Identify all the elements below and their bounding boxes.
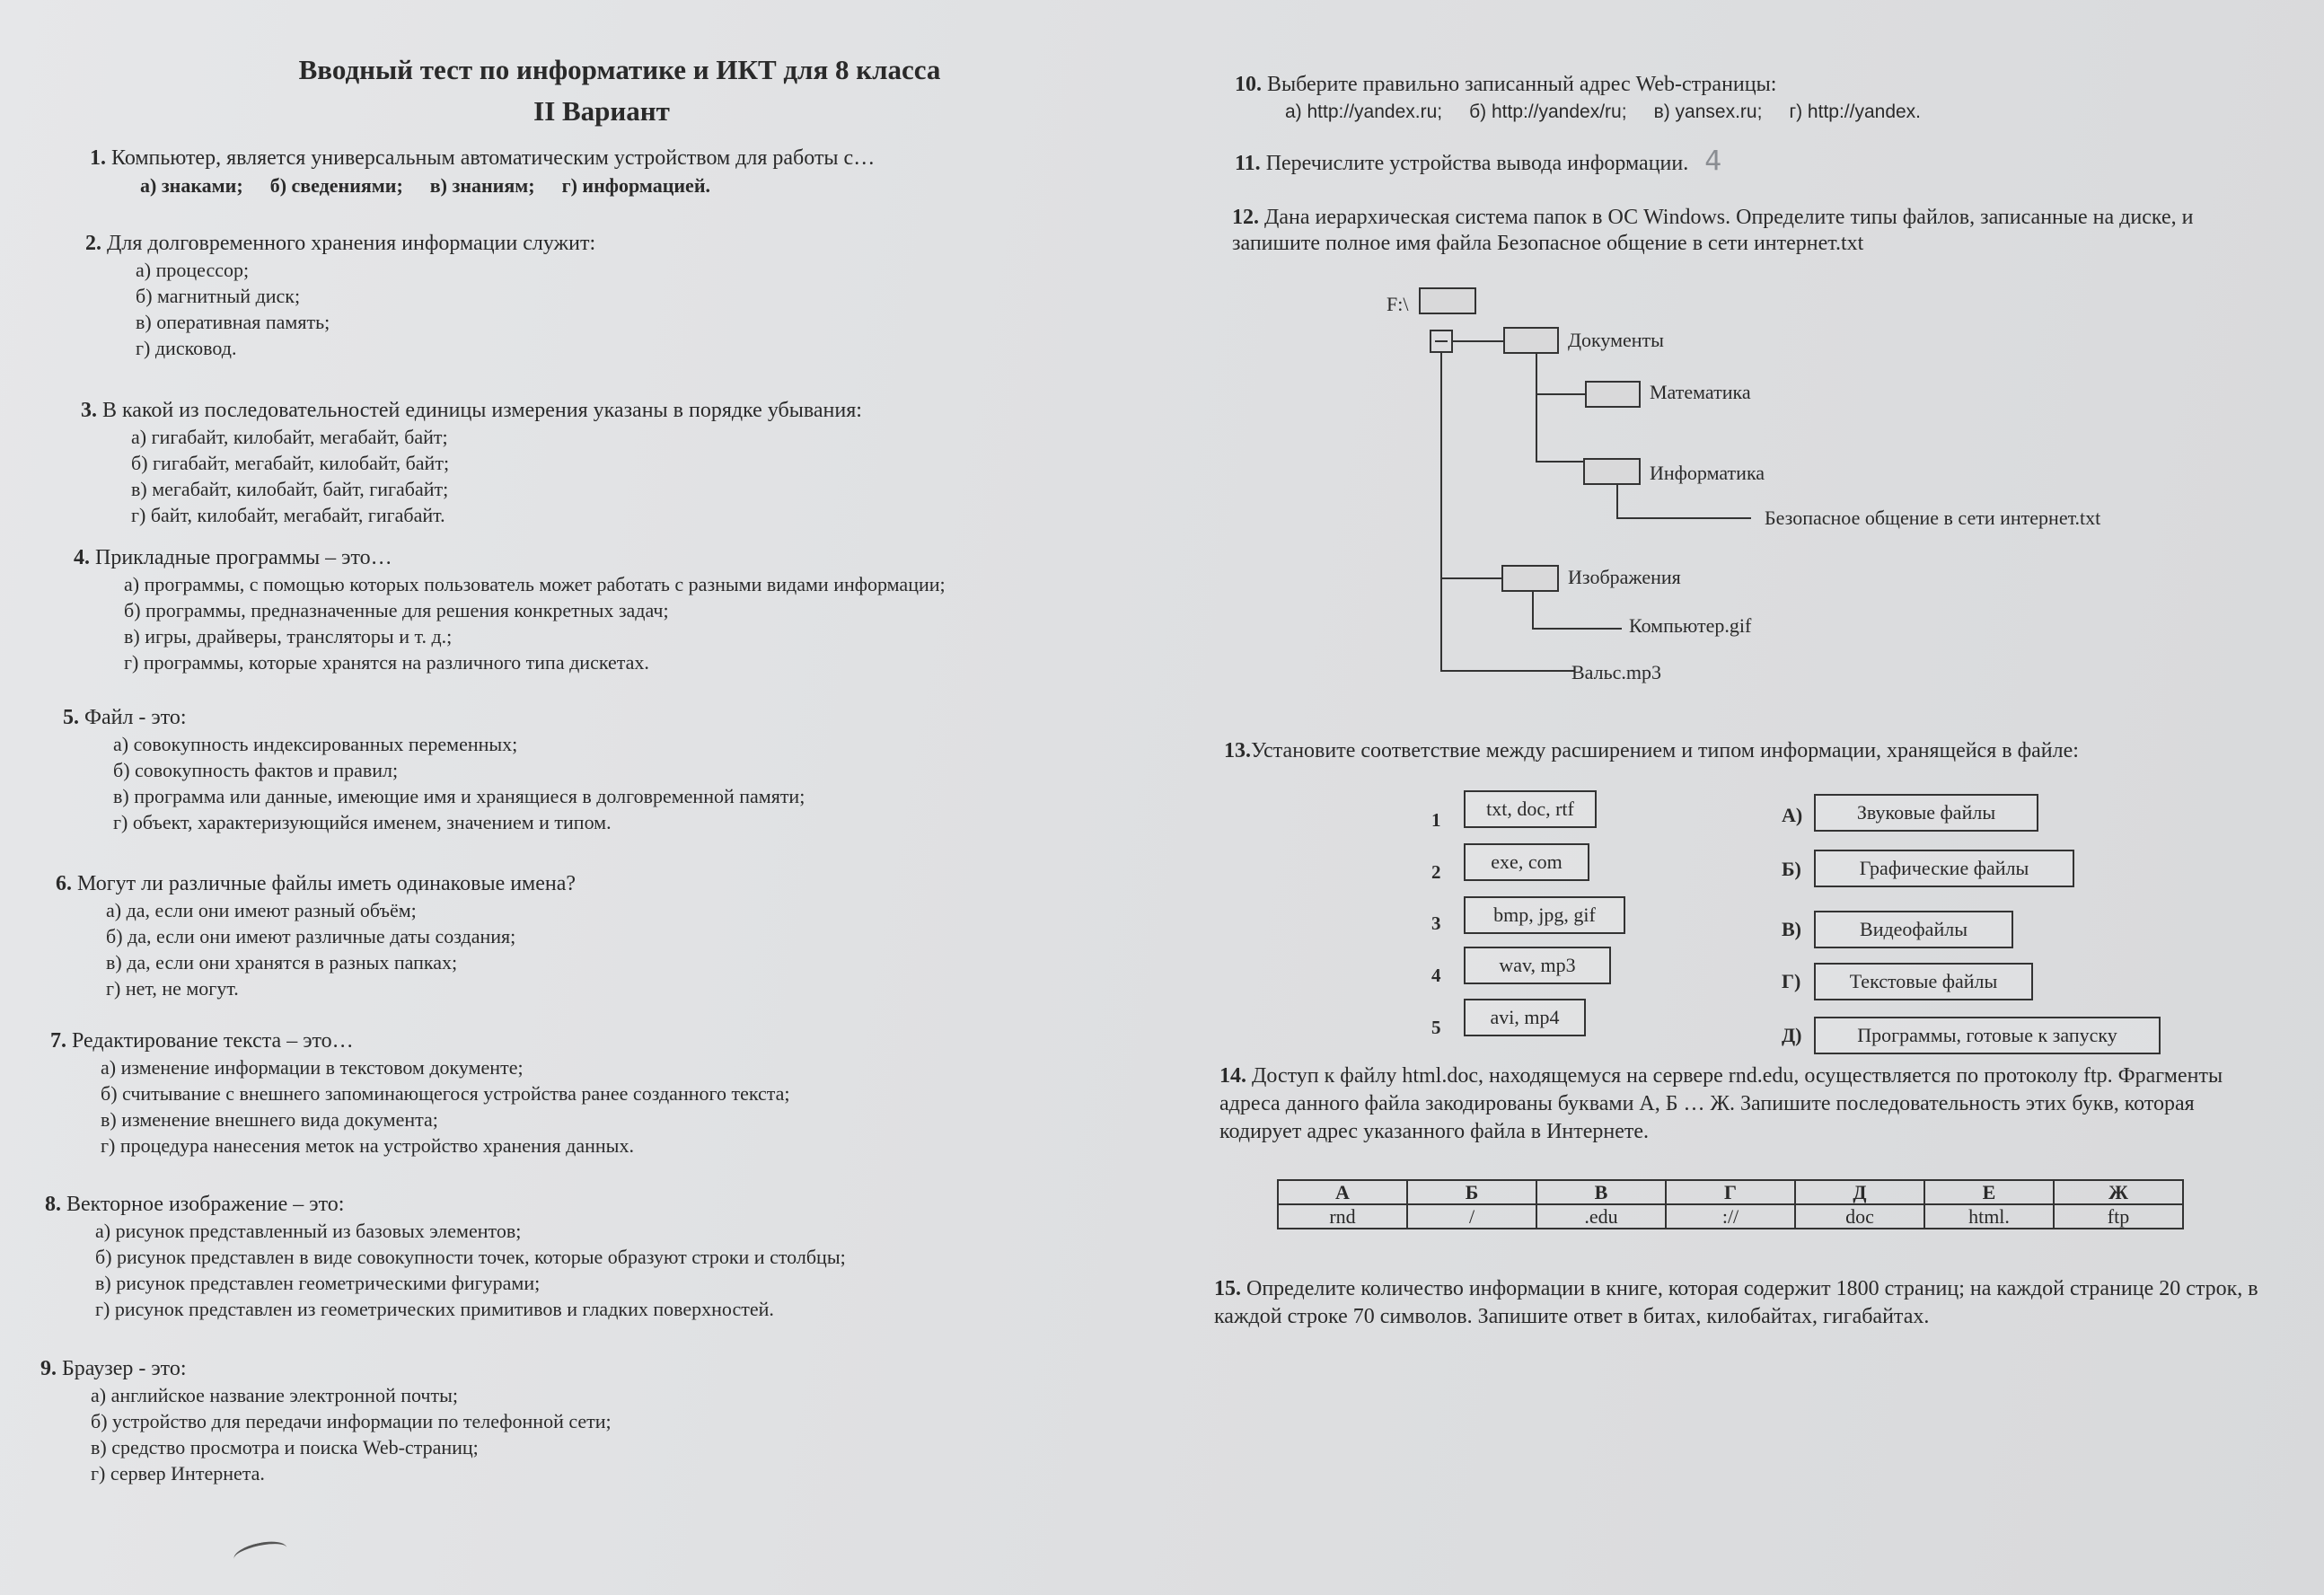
question-number: 13. [1224, 739, 1251, 762]
table-header-cell: Д [1795, 1180, 1924, 1204]
question-number: 8. [45, 1193, 61, 1216]
table-cell: html. [1924, 1204, 2054, 1229]
question-number: 3. [81, 399, 97, 422]
table-cell: :// [1666, 1204, 1795, 1229]
option-d: г) информацией. [561, 174, 710, 197]
folder-documents-label: Документы [1568, 329, 1664, 351]
question-text: Для долговременного хранения информации служит: [107, 232, 596, 255]
option-a: а) да, если они имеют разный объём; [106, 899, 417, 921]
table-cell: ftp [2054, 1204, 2183, 1229]
question-9 [40, 1356, 1118, 1486]
option-d: г) байт, килобайт, мегабайт, гигабайт. [131, 504, 445, 526]
file-branch-line [1616, 517, 1751, 519]
question-14 [1219, 1062, 2261, 1146]
match-number: 1 [1431, 809, 1441, 831]
pencil-mark [232, 1538, 288, 1569]
question-text: Могут ли различные файлы иметь одинаковые имена? [77, 872, 577, 895]
question-1 [90, 145, 1122, 200]
type-box: Звуковые файлы [1814, 794, 2038, 832]
question-13 [1224, 738, 2302, 764]
branch-line [1536, 461, 1585, 463]
folder-icon [1583, 458, 1641, 485]
question-text: Перечислите устройства вывода информации. [1265, 152, 1689, 175]
question-text: Определите количество информации в книге, которая содержит 1800 страниц; на каждой странице 20 строк, в каждой строке 70 символов. Запишите ответ в битах, килобайтах, гигабайтах. [1214, 1277, 2258, 1328]
file-mp3-label: Вальс.mp3 [1571, 661, 1662, 683]
question-number: 9. [40, 1357, 57, 1380]
handwritten-mark: 4 [1704, 145, 1722, 177]
question-12 [1232, 205, 2256, 257]
collapse-icon [1430, 330, 1453, 353]
question-number: 15. [1214, 1277, 1241, 1300]
option-c: в) мегабайт, килобайт, байт, гигабайт; [131, 478, 449, 500]
file-branch-line [1532, 592, 1534, 630]
option-c: в) оперативная память; [136, 311, 330, 333]
type-box: Графические файлы [1814, 850, 2074, 887]
question-number: 2. [85, 232, 101, 255]
branch-line [1440, 577, 1503, 579]
option-a: а) изменение информации в текстовом документе; [101, 1056, 524, 1079]
trunk-line [1440, 353, 1442, 670]
question-number: 7. [50, 1029, 66, 1053]
table-cell: .edu [1536, 1204, 1666, 1229]
option-b: б) да, если они имеют различные даты создания; [106, 925, 516, 947]
question-10 [1235, 72, 2267, 127]
file-safe-label: Безопасное общение в сети интернет.txt [1765, 507, 2101, 529]
match-letter: Б) [1782, 858, 1801, 880]
option-a: а) гигабайт, килобайт, мегабайт, байт; [131, 426, 448, 448]
question-11 [1235, 145, 2267, 177]
question-number: 1. [90, 146, 106, 170]
folder-icon [1585, 381, 1641, 408]
table-header-cell: Г [1666, 1180, 1795, 1204]
extension-box: avi, mp4 [1464, 999, 1586, 1036]
folder-tree [1347, 284, 2209, 697]
table-cell: / [1407, 1204, 1536, 1229]
answer-options [90, 172, 1122, 200]
question-number: 12. [1232, 206, 1259, 229]
question-2 [85, 231, 1118, 361]
option-b: б) совокупность фактов и правил; [113, 759, 399, 781]
option-b: б) программы, предназначенные для решения конкретных задач; [124, 599, 669, 621]
option-b: б) http://yandex/ru; [1469, 101, 1627, 122]
answer-options [1235, 98, 2267, 127]
option-a: а) http://yandex.ru; [1285, 101, 1443, 122]
option-d: г) рисунок представлен из геометрических примитивов и гладких поверхностей. [95, 1298, 774, 1320]
question-number: 4. [74, 546, 90, 569]
table-cell: doc [1795, 1204, 1924, 1229]
question-text: Редактирование текста – это… [72, 1029, 354, 1053]
question-text: Файл - это: [84, 706, 187, 729]
option-d: г) дисковод. [136, 337, 237, 359]
variant-line: II Вариант [533, 95, 670, 127]
option-a: а) совокупность индексированных переменных; [113, 733, 518, 755]
file-branch-line [1616, 485, 1618, 519]
match-number: 4 [1431, 965, 1441, 986]
table-header-cell: В [1536, 1180, 1666, 1204]
question-number: 5. [63, 706, 79, 729]
file-branch-line [1440, 670, 1575, 672]
question-text: Доступ к файлу html.doc, находящемуся на сервере rnd.edu, осуществляется по протоколу ftp. Фрагменты адреса данного файла закодированы буквами А, Б … Ж. Запишите последовательность этих букв, которая кодирует адрес указанного файла в Интернете. [1219, 1064, 2223, 1143]
question-number: 6. [56, 872, 72, 895]
root-folder-icon [1419, 287, 1476, 314]
option-d: г) http://yandex. [1789, 101, 1922, 122]
sub-trunk-line [1536, 354, 1537, 462]
table-row [1278, 1204, 2183, 1229]
matching-block [1419, 781, 2272, 1078]
question-8 [45, 1192, 1122, 1322]
extension-box: bmp, jpg, gif [1464, 896, 1625, 934]
file-branch-line [1532, 628, 1622, 630]
question-number: 11. [1235, 152, 1261, 175]
option-c: в) знаниям; [429, 174, 535, 197]
option-b: б) магнитный диск; [136, 285, 301, 307]
option-a: а) знаками; [140, 174, 243, 197]
table-header-cell: Ж [2054, 1180, 2183, 1204]
option-c: в) изменение внешнего вида документа; [101, 1108, 438, 1131]
option-c: в) средство просмотра и поиска Web-страниц; [91, 1436, 479, 1458]
folder-math-label: Математика [1650, 381, 1751, 403]
question-number: 10. [1235, 73, 1262, 96]
question-6 [56, 871, 1133, 1001]
question-text: Векторное изображение – это: [66, 1193, 345, 1216]
question-text: Выберите правильно записанный адрес Web-страницы: [1267, 73, 1777, 96]
type-box: Программы, готовые к запуску [1814, 1017, 2161, 1054]
folder-images-label: Изображения [1568, 566, 1681, 588]
title-line: Вводный тест по информатике и ИКТ для 8 класса [298, 54, 941, 85]
match-number: 3 [1431, 912, 1441, 934]
option-c: в) yansex.ru; [1653, 101, 1763, 122]
option-b: б) сведениями; [269, 174, 403, 197]
extension-box: exe, com [1464, 843, 1589, 881]
question-5 [63, 705, 1140, 835]
extension-box: txt, doc, rtf [1464, 790, 1597, 828]
question-15 [1214, 1275, 2265, 1331]
option-d: г) процедура нанесения меток на устройство хранения данных. [101, 1134, 634, 1157]
table-header-cell: Е [1924, 1180, 2054, 1204]
root-label: F:\ [1386, 293, 1409, 315]
option-c: в) рисунок представлен геометрическими фигурами; [95, 1272, 541, 1294]
question-text: Компьютер, является универсальным автоматическим устройством для работы с… [111, 146, 876, 170]
match-letter: Г) [1782, 970, 1801, 992]
option-a: а) рисунок представленный из базовых элементов; [95, 1220, 522, 1242]
option-b: б) считывание с внешнего запоминающегося устройства ранее созданного текста; [101, 1082, 790, 1105]
table-header-cell: Б [1407, 1180, 1536, 1204]
type-box: Текстовые файлы [1814, 963, 2033, 1000]
extension-box: wav, mp3 [1464, 947, 1611, 984]
table-header-cell: А [1278, 1180, 1407, 1204]
option-c: в) программа или данные, имеющие имя и хранящиеся в долговременной памяти; [113, 785, 805, 807]
type-box: Видеофайлы [1814, 911, 2013, 948]
question-3 [81, 398, 1114, 528]
branch-line [1536, 393, 1585, 395]
option-d: г) нет, не могут. [106, 977, 239, 1000]
option-a: а) программы, с помощью которых пользователь может работать с разными видами информации; [124, 573, 946, 595]
branch-line [1453, 340, 1503, 342]
address-code-table [1277, 1179, 2184, 1229]
option-a: а) процессор; [136, 259, 250, 281]
folder-informatics-label: Информатика [1650, 462, 1765, 484]
folder-icon [1501, 565, 1559, 592]
option-b: б) рисунок представлен в виде совокупности точек, которые образуют строки и столбцы; [95, 1246, 846, 1268]
folder-icon [1503, 327, 1559, 354]
question-text: Дана иерархическая система папок в ОС Windows. Определите типы файлов, записанные на диске, и запишите полное имя файла Безопасное общение в сети интернет.txt [1232, 206, 2194, 255]
question-text: Прикладные программы – это… [95, 546, 392, 569]
match-number: 2 [1431, 861, 1441, 883]
question-4 [74, 545, 1151, 675]
match-number: 5 [1431, 1017, 1441, 1038]
option-d: г) сервер Интернета. [91, 1462, 265, 1485]
option-b: б) гигабайт, мегабайт, килобайт, байт; [131, 452, 450, 474]
option-a: а) английское название электронной почты; [91, 1384, 458, 1406]
option-b: б) устройство для передачи информации по телефонной сети; [91, 1410, 612, 1432]
table-header-row [1278, 1180, 2183, 1204]
question-7 [50, 1028, 1128, 1159]
file-gif-label: Компьютер.gif [1629, 614, 1752, 637]
option-d: г) объект, характеризующийся именем, значением и типом. [113, 811, 612, 833]
question-text: Установите соответствие между расширением и типом информации, хранящейся в файле: [1251, 739, 2079, 762]
option-c: в) игры, драйверы, трансляторы и т. д.; [124, 625, 453, 648]
question-number: 14. [1219, 1064, 1246, 1088]
page-title [126, 49, 1114, 132]
match-letter: В) [1782, 918, 1801, 940]
match-letter: А) [1782, 804, 1803, 826]
table-cell: rnd [1278, 1204, 1407, 1229]
question-text: Браузер - это: [62, 1357, 187, 1380]
option-c: в) да, если они хранятся в разных папках; [106, 951, 458, 974]
match-letter: Д) [1782, 1024, 1802, 1046]
question-text: В какой из последовательностей единицы измерения указаны в порядке убывания: [102, 399, 862, 422]
option-d: г) программы, которые хранятся на различного типа дискетах. [124, 651, 649, 674]
